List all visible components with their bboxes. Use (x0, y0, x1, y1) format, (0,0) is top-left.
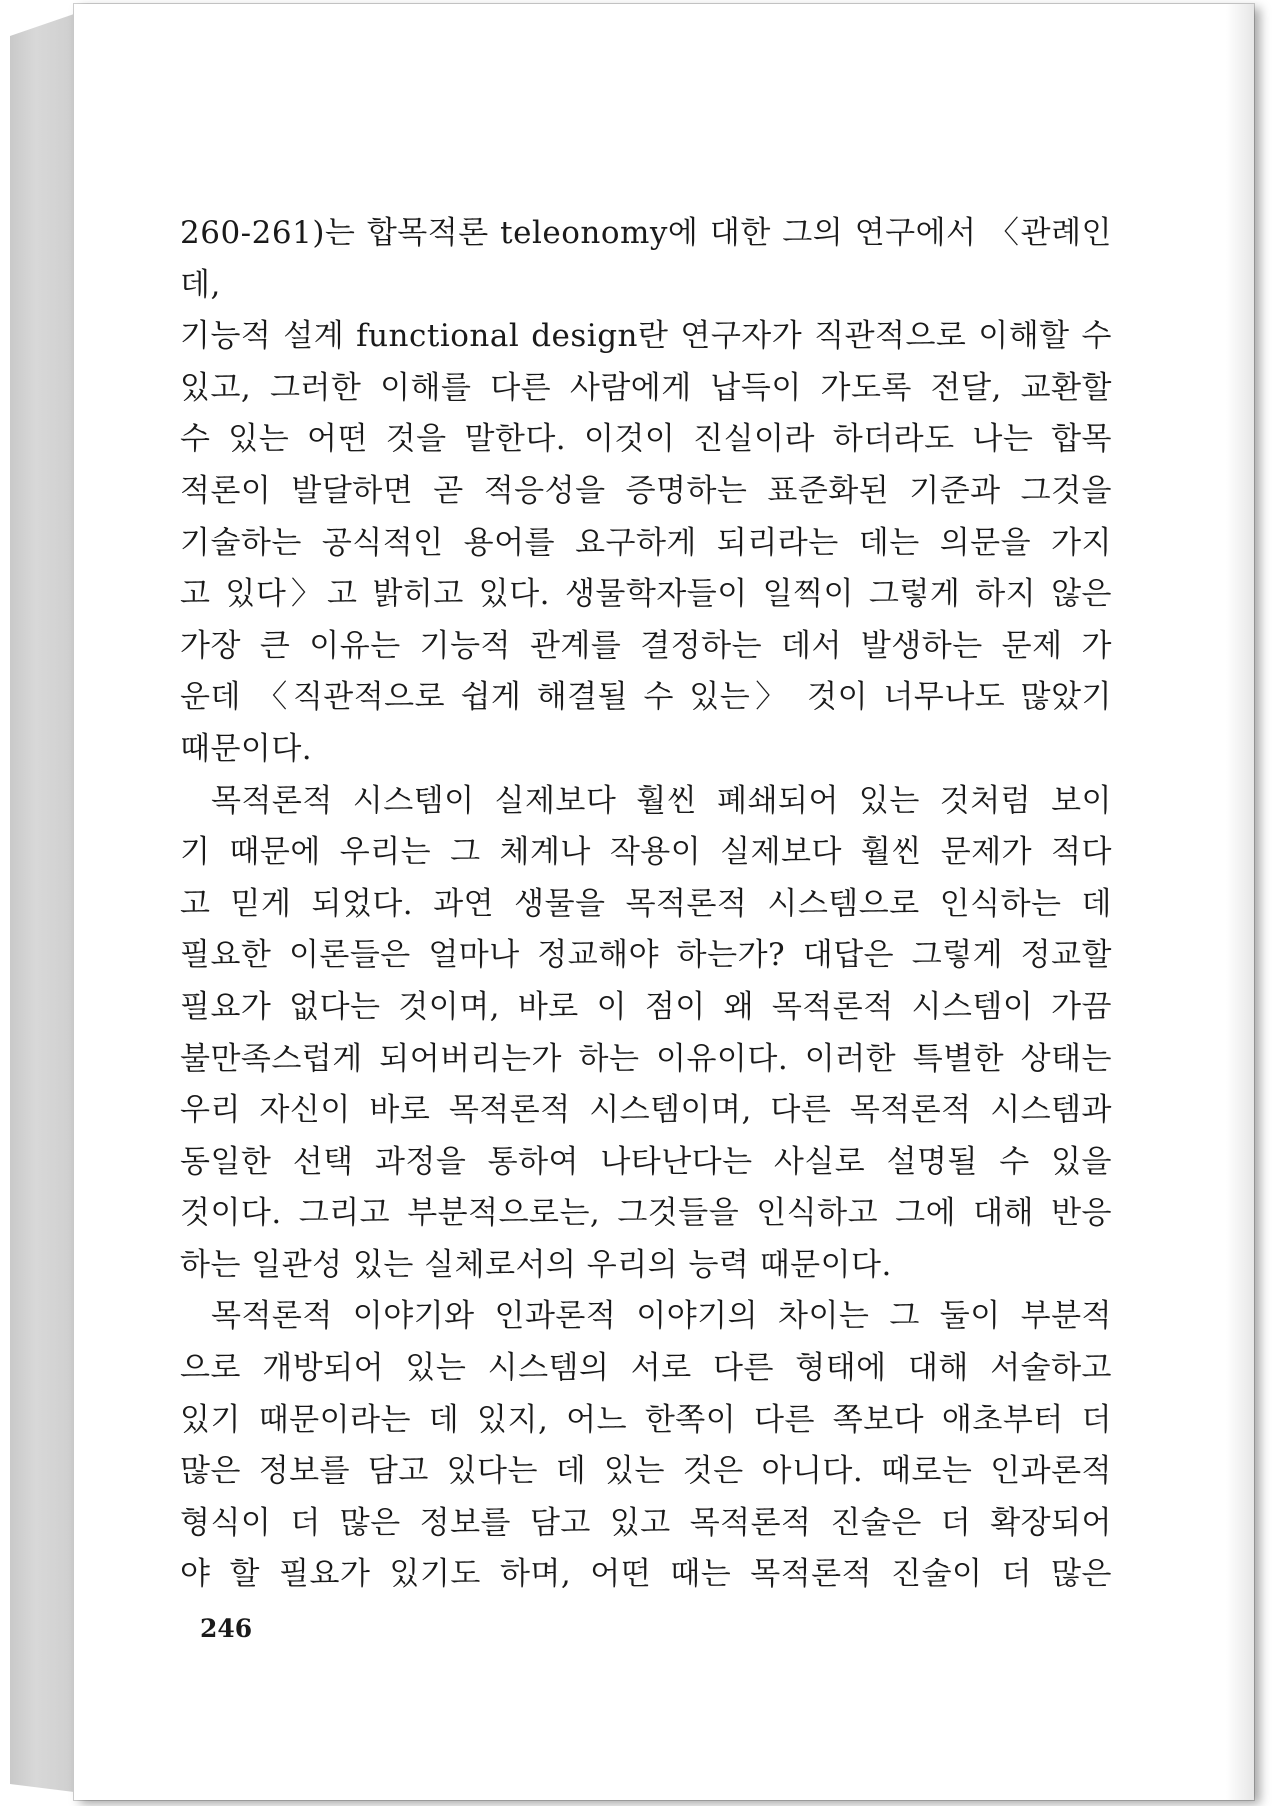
text-line: 때문이다. (180, 730, 313, 767)
text-line: 기술하는 공식적인 용어를 요구하게 되리라는 데는 의문을 가지 (180, 524, 1112, 561)
text-line: 기능적 설계 functional design란 연구자가 직관적으로 이해할 수 (180, 318, 1112, 355)
page-number: 246 (200, 1614, 253, 1643)
text-line: 있고, 그러한 이해를 다른 사람에게 납득이 가도록 전달, 교환할 (180, 369, 1112, 406)
text-line: 많은 정보를 담고 있다는 데 있는 것은 아니다. 때로는 인과론적 (180, 1453, 1112, 1490)
book-spine-edge (10, 14, 74, 1792)
text-line: 야 할 필요가 있기도 하며, 어떤 때는 목적론적 진술이 더 많은 (180, 1556, 1112, 1593)
text-line: 필요가 없다는 것이며, 바로 이 점이 왜 목적론적 시스템이 가끔 (180, 988, 1112, 1025)
text-line: 고 있다〉고 밝히고 있다. 생물학자들이 일찍이 그렇게 하지 않은 (180, 576, 1112, 613)
page-edge-shadow (1226, 4, 1254, 1800)
text-line: 필요한 이론들은 얼마나 정교해야 하는가? 대답은 그렇게 정교할 (180, 937, 1112, 974)
text-line: 형식이 더 많은 정보를 담고 있고 목적론적 진술은 더 확장되어 (180, 1504, 1112, 1541)
text-line: 기 때문에 우리는 그 체계나 작용이 실제보다 훨씬 문제가 적다 (180, 834, 1112, 871)
text-line: 260-261)는 합목적론 teleonomy에 대한 그의 연구에서 〈관례인데, (180, 215, 1112, 303)
text-line: 목적론적 시스템이 실제보다 훨씬 폐쇄되어 있는 것처럼 보이 (211, 782, 1112, 819)
text-line: 으로 개방되어 있는 시스템의 서로 다른 형태에 대해 서술하고 (180, 1350, 1112, 1387)
text-line: 수 있는 어떤 것을 말한다. 이것이 진실이라 하더라도 나는 합목 (180, 421, 1112, 458)
paragraph (180, 776, 1112, 1292)
text-line: 적론이 발달하면 곧 적응성을 증명하는 표준화된 기준과 그것을 (180, 472, 1112, 509)
text-line: 목적론적 이야기와 인과론적 이야기의 차이는 그 둘이 부분적 (211, 1298, 1112, 1335)
body-text (180, 208, 1112, 1601)
text-line: 불만족스럽게 되어버리는가 하는 이유이다. 이러한 특별한 상태는 (180, 1040, 1112, 1077)
paragraph (180, 1291, 1112, 1601)
text-line: 운데 〈직관적으로 쉽게 해결될 수 있는〉 것이 너무나도 많았기 (180, 679, 1112, 716)
paragraph (180, 208, 1112, 776)
text-line: 것이다. 그리고 부분적으로는, 그것들을 인식하고 그에 대해 반응 (180, 1195, 1112, 1232)
text-line: 가장 큰 이유는 기능적 관계를 결정하는 데서 발생하는 문제 가 (180, 627, 1112, 664)
text-line: 하는 일관성 있는 실체로서의 우리의 능력 때문이다. (180, 1246, 892, 1283)
text-line: 우리 자신이 바로 목적론적 시스템이며, 다른 목적론적 시스템과 (180, 1092, 1112, 1129)
text-line: 고 믿게 되었다. 과연 생물을 목적론적 시스템으로 인식하는 데 (180, 885, 1112, 922)
text-line: 있기 때문이라는 데 있지, 어느 한쪽이 다른 쪽보다 애초부터 더 (180, 1401, 1112, 1438)
text-line: 동일한 선택 과정을 통하여 나타난다는 사실로 설명될 수 있을 (180, 1143, 1112, 1180)
